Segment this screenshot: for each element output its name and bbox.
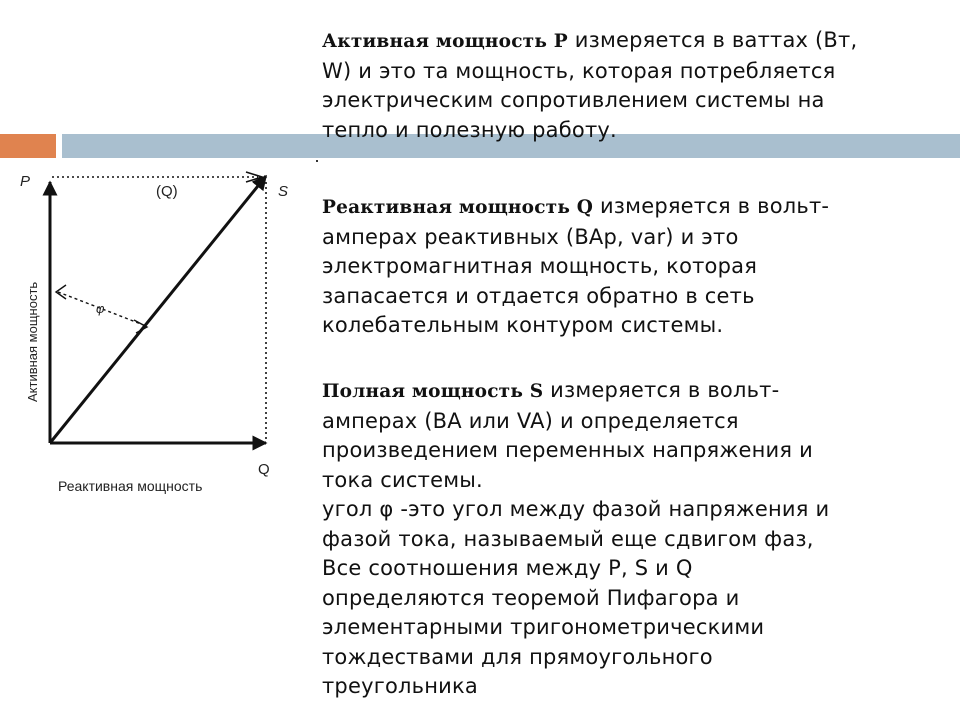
full-power-text: измеряется в вольт-	[543, 378, 780, 402]
reactive-power-line-2: амперах реактивных (ВАр, var) и это	[322, 224, 739, 249]
active-power-line-2: W) и это та мощность, которая потребляется	[322, 58, 836, 83]
q-top-label: (Q)	[156, 183, 178, 200]
active-power-term: Активная мощность P	[322, 31, 568, 52]
full-power-line-7: Все соотношения между P, S и Q	[322, 556, 693, 580]
active-power-line-3: электрическим сопротивлением системы на	[322, 88, 825, 112]
full-power-line-1	[322, 376, 942, 407]
reactive-power-line-3: электромагнитная мощность, которая	[322, 254, 758, 278]
reactive-power-line-4: запасается и отдается обратно в сеть	[322, 283, 755, 308]
decorative-dot	[316, 160, 318, 162]
full-power-line-2: амперах (ВА или VA) и определяется	[322, 408, 739, 433]
reactive-power-line-5: колебательным контуром системы.	[322, 313, 724, 337]
p-label: P	[20, 173, 31, 190]
active-power-line-1	[322, 26, 942, 57]
q-label: Q	[258, 461, 270, 478]
active-power-text: измеряется в ваттах (Вт,	[567, 28, 858, 52]
phi-arrowhead-left	[56, 285, 66, 299]
full-power-line-6: фазой тока, называемый еще сдвигом фаз,	[322, 526, 814, 551]
s-vector	[50, 176, 266, 443]
active-power-paragraph	[322, 26, 942, 145]
x-axis-label: Реактивная мощность	[58, 478, 203, 494]
full-power-paragraph	[322, 376, 942, 702]
phi-arrowhead-right	[134, 320, 147, 333]
full-power-line-5: угол φ -это угол между фазой напряжения и	[322, 497, 830, 521]
power-triangle-diagram	[0, 160, 310, 500]
reactive-power-line-1	[322, 192, 942, 223]
accent-bar-orange	[0, 134, 56, 158]
full-power-line-3: произведением переменных напряжения и	[322, 438, 813, 462]
reactive-power-paragraph	[322, 192, 942, 341]
full-power-term: Полная мощность S	[322, 381, 544, 402]
s-label: S	[278, 183, 289, 200]
reactive-power-text: измеряется в вольт-	[593, 194, 830, 218]
reactive-power-term: Реактивная мощность Q	[322, 197, 594, 218]
active-power-line-4: тепло и полезную работу.	[322, 117, 617, 142]
full-power-line-8: определяются теоремой Пифагора и	[322, 585, 740, 610]
phi-label: φ	[96, 301, 105, 316]
full-power-line-10: тождествами для прямоугольного	[322, 644, 713, 669]
full-power-line-4: тока системы.	[322, 467, 483, 492]
full-power-line-9: элементарными тригонометрическими	[322, 615, 765, 639]
full-power-line-11: треугольника	[322, 674, 478, 698]
y-axis-label: Активная мощность	[25, 281, 40, 402]
